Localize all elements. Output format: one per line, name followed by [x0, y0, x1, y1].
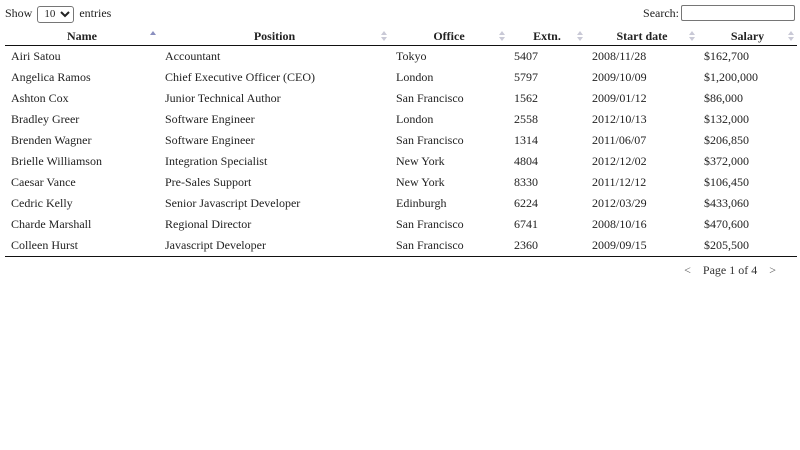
cell-position: Accountant	[165, 49, 221, 63]
column-header-label: Extn.	[533, 29, 561, 43]
cell-salary: $1,200,000	[704, 70, 758, 84]
cell-start-date: 2012/03/29	[592, 196, 647, 210]
length-suffix-label: entries	[79, 6, 112, 20]
cell-extn: 1314	[514, 133, 538, 147]
cell-office: London	[396, 112, 434, 126]
cell-office: San Francisco	[396, 133, 464, 147]
cell-office: New York	[396, 175, 445, 189]
sort-up-arrow-icon	[499, 31, 505, 35]
sort-up-arrow-icon	[577, 31, 583, 35]
table-row[interactable]	[5, 67, 797, 88]
cell-name: Cedric Kelly	[11, 196, 73, 210]
cell-salary: $206,850	[704, 133, 749, 147]
cell-office: London	[396, 70, 434, 84]
cell-start-date: 2008/10/16	[592, 217, 647, 231]
cell-name: Angelica Ramos	[11, 70, 91, 84]
cell-extn: 5797	[514, 70, 538, 84]
cell-start-date: 2009/10/09	[592, 70, 647, 84]
cell-extn: 6741	[514, 217, 538, 231]
table-row[interactable]	[5, 193, 797, 214]
cell-start-date: 2011/06/07	[592, 133, 647, 147]
cell-position: Junior Technical Author	[165, 91, 281, 105]
table-body	[5, 46, 797, 257]
cell-position: Pre-Sales Support	[165, 175, 252, 189]
sort-up-arrow-icon	[150, 31, 156, 35]
column-header-label: Salary	[730, 29, 765, 43]
sort-up-arrow-icon	[788, 31, 794, 35]
table-row[interactable]	[5, 172, 797, 193]
cell-position: Chief Executive Officer (CEO)	[165, 70, 316, 84]
cell-extn: 2558	[514, 112, 538, 126]
search-label: Search:	[643, 6, 679, 20]
cell-office: San Francisco	[390, 235, 508, 257]
cell-position: Senior Javascript Developer	[165, 196, 301, 210]
sort-both-icon	[788, 31, 794, 42]
cell-salary: $86,000	[704, 91, 743, 105]
datatable-wrapper	[5, 0, 797, 283]
cell-name: Colleen Hurst	[5, 235, 159, 257]
cell-salary: $433,060	[704, 196, 749, 210]
previous-page-button[interactable]: <	[684, 263, 691, 277]
table-row[interactable]	[5, 46, 797, 68]
cell-salary: $470,600	[704, 217, 749, 231]
entries-length-control	[5, 5, 111, 23]
column-header-office[interactable]	[390, 28, 508, 46]
cell-position: Regional Director	[165, 217, 252, 231]
table-row[interactable]	[5, 130, 797, 151]
cell-position: Software Engineer	[165, 112, 255, 126]
cell-salary: $205,500	[698, 235, 797, 257]
cell-name: Caesar Vance	[11, 175, 76, 189]
sort-down-arrow-icon	[381, 37, 387, 41]
cell-start-date: 2009/09/15	[586, 235, 698, 257]
sort-ascending-icon	[150, 31, 156, 42]
cell-extn: 2360	[508, 235, 586, 257]
sort-up-arrow-icon	[689, 31, 695, 35]
cell-start-date: 2012/10/13	[592, 112, 647, 126]
cell-position: Integration Specialist	[165, 154, 268, 168]
cell-name: Brenden Wagner	[11, 133, 92, 147]
cell-office: Edinburgh	[396, 196, 447, 210]
column-header-label: Position	[253, 29, 296, 43]
table-row[interactable]	[5, 235, 797, 257]
sort-down-arrow-icon	[689, 37, 695, 41]
cell-start-date: 2012/12/02	[592, 154, 647, 168]
table-row[interactable]	[5, 109, 797, 130]
cell-office: Tokyo	[396, 49, 427, 63]
cell-office: New York	[396, 154, 445, 168]
column-header-name[interactable]	[5, 28, 159, 46]
sort-down-arrow-icon	[150, 37, 156, 41]
search-control	[643, 5, 795, 21]
search-input[interactable]	[681, 5, 795, 21]
cell-name: Airi Satou	[11, 49, 61, 63]
next-page-button[interactable]: >	[769, 263, 776, 277]
sort-both-icon	[499, 31, 505, 42]
cell-extn: 4804	[514, 154, 538, 168]
sort-both-icon	[381, 31, 387, 42]
pagination	[5, 257, 797, 283]
cell-extn: 1562	[514, 91, 538, 105]
header-row	[5, 28, 797, 46]
column-header-label: Office	[433, 29, 465, 43]
data-table	[5, 28, 797, 257]
sort-down-arrow-icon	[577, 37, 583, 41]
sort-up-arrow-icon	[381, 31, 387, 35]
column-header-extn[interactable]	[508, 28, 586, 46]
cell-extn: 6224	[514, 196, 538, 210]
cell-extn: 5407	[514, 49, 538, 63]
cell-extn: 8330	[514, 175, 538, 189]
column-header-position[interactable]	[159, 28, 390, 46]
cell-start-date: 2009/01/12	[592, 91, 647, 105]
sort-both-icon	[689, 31, 695, 42]
sort-both-icon	[577, 31, 583, 42]
cell-salary: $372,000	[704, 154, 749, 168]
cell-name: Bradley Greer	[11, 112, 80, 126]
column-header-salary[interactable]	[698, 28, 797, 46]
cell-start-date: 2008/11/28	[592, 49, 647, 63]
table-controls	[5, 0, 797, 28]
column-header-label: Start date	[616, 29, 668, 43]
table-row[interactable]	[5, 214, 797, 235]
entries-per-page-select[interactable]	[37, 6, 74, 23]
cell-salary: $132,000	[704, 112, 749, 126]
table-header	[5, 28, 797, 46]
cell-start-date: 2011/12/12	[592, 175, 647, 189]
table-row[interactable]	[5, 88, 797, 109]
cell-office: San Francisco	[396, 217, 464, 231]
cell-salary: $106,450	[704, 175, 749, 189]
sort-down-arrow-icon	[499, 37, 505, 41]
page-info: Page 1 of 4	[702, 263, 758, 277]
cell-name: Brielle Williamson	[11, 154, 102, 168]
column-header-label: Name	[67, 29, 97, 43]
table-row[interactable]	[5, 151, 797, 172]
length-prefix-label: Show	[5, 6, 33, 20]
cell-name: Ashton Cox	[11, 91, 69, 105]
cell-position: Software Engineer	[165, 133, 255, 147]
sort-down-arrow-icon	[788, 37, 794, 41]
cell-name: Charde Marshall	[11, 217, 92, 231]
cell-salary: $162,700	[704, 49, 749, 63]
column-header-start-date[interactable]	[586, 28, 698, 46]
cell-position: Javascript Developer	[159, 235, 390, 257]
cell-office: San Francisco	[396, 91, 464, 105]
